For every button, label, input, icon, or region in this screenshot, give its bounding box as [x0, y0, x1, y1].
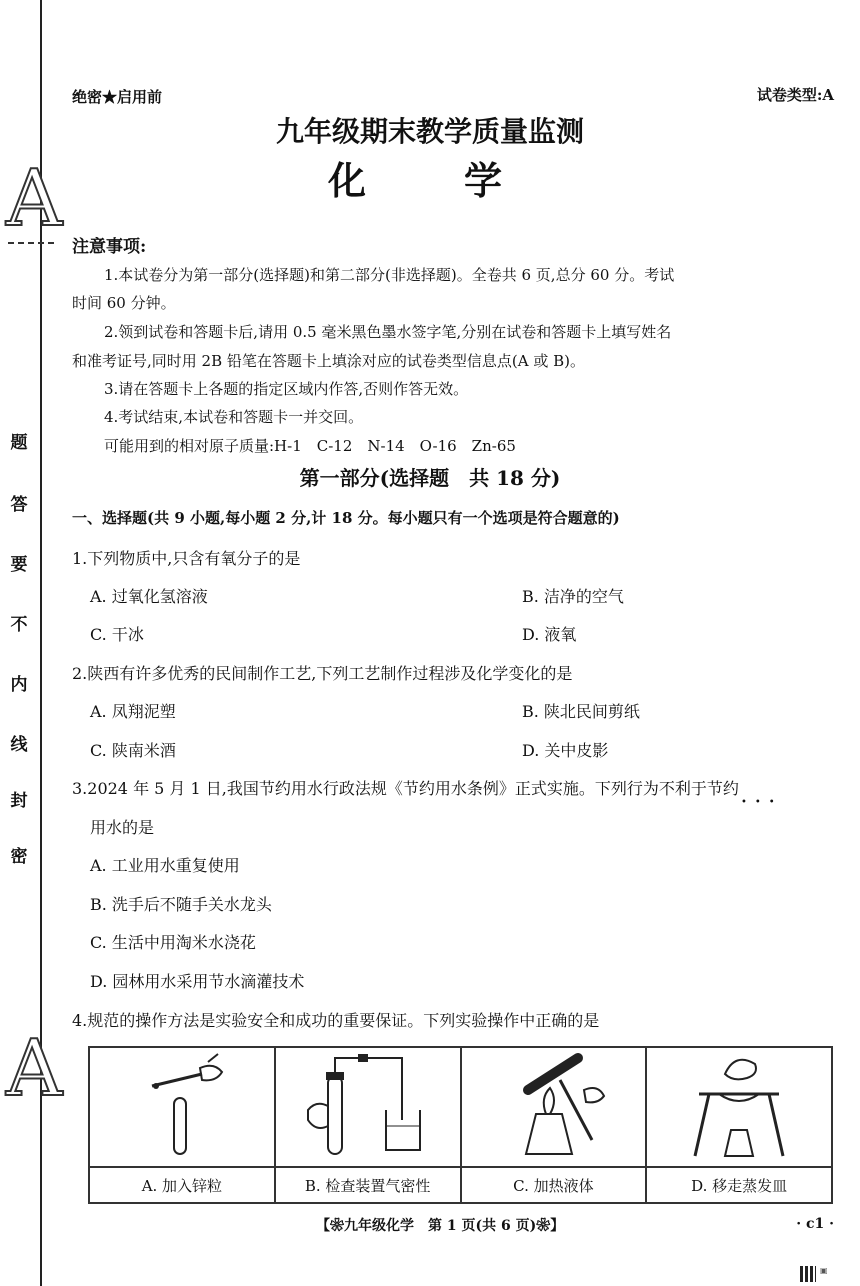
q3-option-a: A. 工业用水重复使用 [90, 856, 240, 875]
seal-char: 封 [10, 791, 28, 811]
paper-type-label: 试卷类型:A [756, 86, 834, 104]
q4-options-table [88, 1046, 833, 1204]
q2-option-a: A. 凤翔泥塑 [90, 702, 176, 721]
notice-heading: 注意事项: [72, 237, 147, 257]
paper-type-letter-bottom: A [6, 1024, 63, 1114]
q4-option-a: A. 加入锌粒 [89, 1167, 275, 1203]
q4-image-b [275, 1047, 461, 1167]
paper-type-letter-top: A [6, 154, 63, 244]
question-1-stem: 1.下列物质中,只含有氧分子的是 [72, 549, 301, 568]
add-zinc-illustration [122, 1050, 242, 1160]
seal-char: 线 [10, 735, 28, 755]
q1-option-b: B. 洁净的空气 [522, 587, 624, 606]
confidential-label: 绝密★启用前 [72, 88, 163, 106]
seal-char: 密 [10, 847, 28, 867]
atomic-mass-note: 可能用到的相对原子质量:H-1 C-12 N-14 O-16 Zn-65 [104, 437, 516, 455]
q1-option-c: C. 干冰 [90, 625, 144, 644]
q3-option-b: B. 洗手后不随手关水龙头 [90, 895, 272, 914]
exam-title: 九年级期末教学质量监测 [275, 115, 584, 148]
q4-option-c: C. 加热液体 [461, 1167, 647, 1203]
q2-option-b: B. 陕北民间剪纸 [522, 702, 640, 721]
q4-image-d [646, 1047, 832, 1167]
q4-image-a [89, 1047, 275, 1167]
seal-char: 内 [10, 675, 28, 695]
q4-option-d: D. 移走蒸发皿 [646, 1167, 832, 1203]
q3-option-d: D. 园林用水采用节水滴灌技术 [90, 972, 305, 991]
notice-item: 4.考试结束,本试卷和答题卡一并交回。 [104, 408, 364, 426]
seal-char: 答 [10, 495, 28, 515]
q2-option-d: D. 关中皮影 [522, 741, 609, 760]
notice-item: 2.领到试卷和答题卡后,请用 0.5 毫米黑色墨水签字笔,分别在试卷和答题卡上填写姓名 [104, 323, 672, 341]
notice-item: 1.本试卷分为第一部分(选择题)和第二部分(非选择题)。全卷共 6 页,总分 60 分。考试 [104, 266, 675, 284]
remove-dish-illustration [679, 1050, 799, 1160]
q2-option-c: C. 陕南米酒 [90, 741, 176, 760]
notice-item: 和准考证号,同时用 2B 铅笔在答题卡上填涂对应的试卷类型信息点(A 或 B)。 [72, 352, 585, 370]
subject-title: 化 学 [327, 158, 532, 203]
scanner-logo-icon: ▣ [820, 1266, 828, 1275]
heat-liquid-illustration [488, 1050, 618, 1160]
paper-code: · c1 · [796, 1216, 834, 1232]
section-heading: 一、选择题(共 9 小题,每小题 2 分,计 18 分。每小题只有一个选项是符合题意的) [72, 509, 620, 527]
seal-char: 题 [10, 433, 28, 453]
seal-char: 不 [10, 615, 28, 635]
emphasis-dots: ••• [741, 797, 783, 808]
q4-image-c [461, 1047, 647, 1167]
q1-option-a: A. 过氧化氢溶液 [90, 587, 208, 606]
seal-char: 要 [10, 555, 28, 575]
q4-option-b: B. 检查装置气密性 [275, 1167, 461, 1203]
qr-code-icon [800, 1266, 816, 1282]
question-4-stem: 4.规范的操作方法是实验安全和成功的重要保证。下列实验操作中正确的是 [72, 1011, 600, 1030]
part1-title: 第一部分(选择题 共 18 分) [299, 466, 561, 490]
page-footer: 【❀九年级化学 第 1 页(共 6 页)❀】 [316, 1218, 565, 1234]
q1-option-d: D. 液氧 [522, 625, 577, 644]
question-3-stem-cont: 用水的是 [90, 818, 155, 837]
notice-item: 时间 60 分钟。 [72, 294, 176, 312]
question-2-stem: 2.陕西有许多优秀的民间制作工艺,下列工艺制作过程涉及化学变化的是 [72, 664, 573, 683]
airtightness-illustration [298, 1050, 438, 1160]
question-3-stem: 3.2024 年 5 月 1 日,我国节约用水行政法规《节约用水条例》正式实施。下列行为不利于节约 [72, 779, 739, 798]
q3-option-c: C. 生活中用淘米水浇花 [90, 933, 256, 952]
notice-item: 3.请在答题卡上各题的指定区域内作答,否则作答无效。 [104, 380, 469, 398]
binding-dash [8, 242, 54, 244]
